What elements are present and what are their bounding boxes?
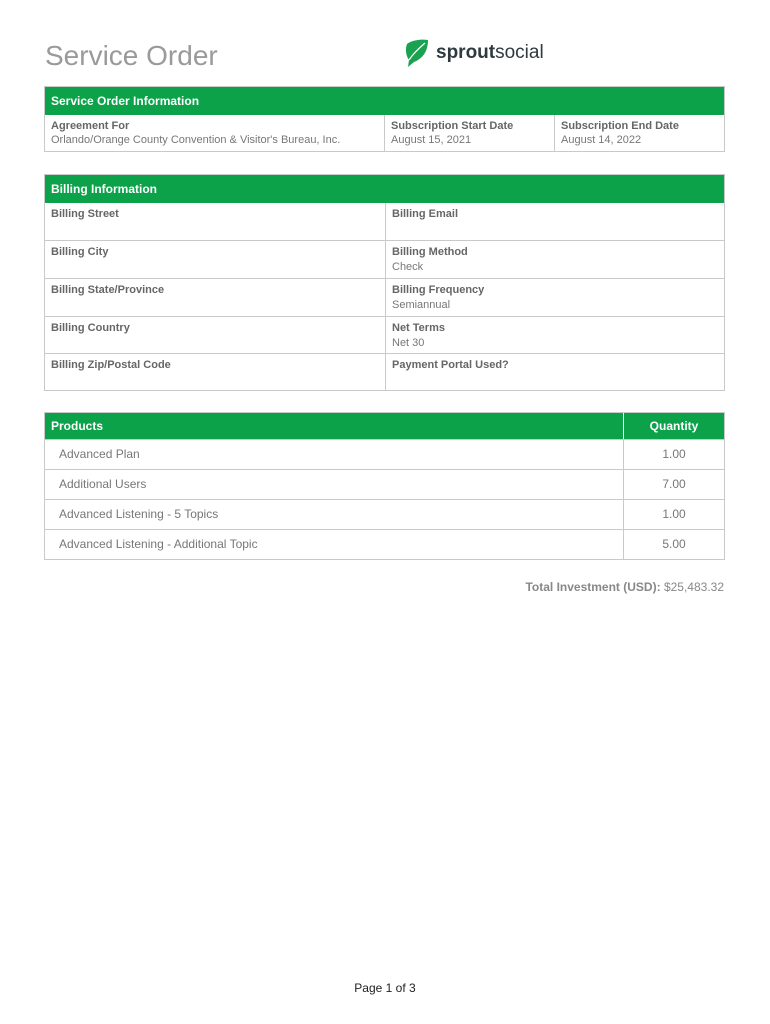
products-header-row: [45, 413, 724, 439]
sproutsocial-logo: [404, 38, 544, 68]
payment-portal-cell: [385, 354, 724, 390]
quantity-column-header: Quantity: [623, 413, 724, 439]
total-investment-label: Total Investment (USD):: [525, 580, 661, 594]
table-row: [45, 469, 724, 499]
billing-zip-label: Billing Zip/Postal Code: [51, 359, 171, 371]
billing-street-label: Billing Street: [51, 208, 119, 220]
billing-country-label: Billing Country: [51, 322, 130, 334]
billing-row: [45, 278, 724, 316]
payment-portal-label: Payment Portal Used?: [392, 359, 509, 371]
product-name: Advanced Plan: [59, 447, 140, 461]
total-investment: [525, 580, 724, 594]
net-terms-cell: [385, 317, 724, 353]
billing-city-cell: [45, 241, 385, 278]
billing-frequency-label: Billing Frequency: [392, 284, 485, 296]
service-order-header: Service Order Information: [45, 87, 724, 115]
net-terms-value: Net 30: [392, 337, 425, 349]
billing-row: [45, 353, 724, 390]
page-number: Page 1 of 3: [354, 981, 416, 995]
billing-header: Billing Information: [45, 175, 724, 203]
products-column-header: Products: [51, 419, 104, 433]
start-date-label: Subscription Start Date: [391, 120, 514, 132]
billing-method-cell: [385, 241, 724, 278]
end-date-label: Subscription End Date: [561, 120, 679, 132]
total-investment-value: $25,483.32: [663, 580, 724, 594]
billing-state-cell: [45, 279, 385, 316]
product-quantity: 1.00: [623, 500, 724, 529]
logo-wordmark-bold: sprout: [436, 42, 496, 63]
table-row: [45, 529, 724, 559]
service-order-section: [44, 86, 725, 152]
logo-wordmark-light: social: [495, 42, 544, 63]
billing-section: [44, 174, 725, 391]
logo-wordmark: [436, 42, 544, 64]
billing-zip-cell: [45, 354, 385, 390]
billing-frequency-cell: [385, 279, 724, 316]
product-name: Additional Users: [59, 477, 147, 491]
start-date-cell: [384, 115, 554, 151]
billing-street-cell: [45, 203, 385, 240]
table-row: [45, 439, 724, 469]
table-row: [45, 499, 724, 529]
billing-country-cell: [45, 317, 385, 353]
products-table: [44, 412, 725, 560]
product-quantity: 7.00: [623, 470, 724, 499]
agreement-cell: [45, 115, 384, 151]
billing-row: [45, 240, 724, 278]
net-terms-label: Net Terms: [392, 322, 445, 334]
billing-city-label: Billing City: [51, 246, 109, 258]
start-date-value: August 15, 2021: [391, 134, 472, 146]
billing-row: [45, 203, 724, 240]
billing-frequency-value: Semiannual: [392, 299, 451, 311]
product-quantity: 1.00: [623, 440, 724, 469]
billing-email-label: Billing Email: [392, 208, 459, 220]
agreement-label: Agreement For: [51, 120, 130, 132]
sprout-leaf-icon: [404, 38, 430, 68]
billing-row: [45, 316, 724, 353]
billing-method-label: Billing Method: [392, 246, 468, 258]
end-date-cell: [554, 115, 724, 151]
billing-state-label: Billing State/Province: [51, 284, 165, 296]
agreement-value: Orlando/Orange County Convention & Visitor's Bureau, Inc.: [51, 134, 341, 146]
product-name: Advanced Listening - Additional Topic: [59, 537, 258, 551]
service-order-row: [45, 115, 724, 151]
page-title: Service Order: [45, 40, 218, 71]
product-name: Advanced Listening - 5 Topics: [59, 507, 219, 521]
end-date-value: August 14, 2022: [561, 134, 642, 146]
product-quantity: 5.00: [623, 530, 724, 559]
billing-method-value: Check: [392, 261, 424, 273]
billing-email-cell: [385, 203, 724, 240]
